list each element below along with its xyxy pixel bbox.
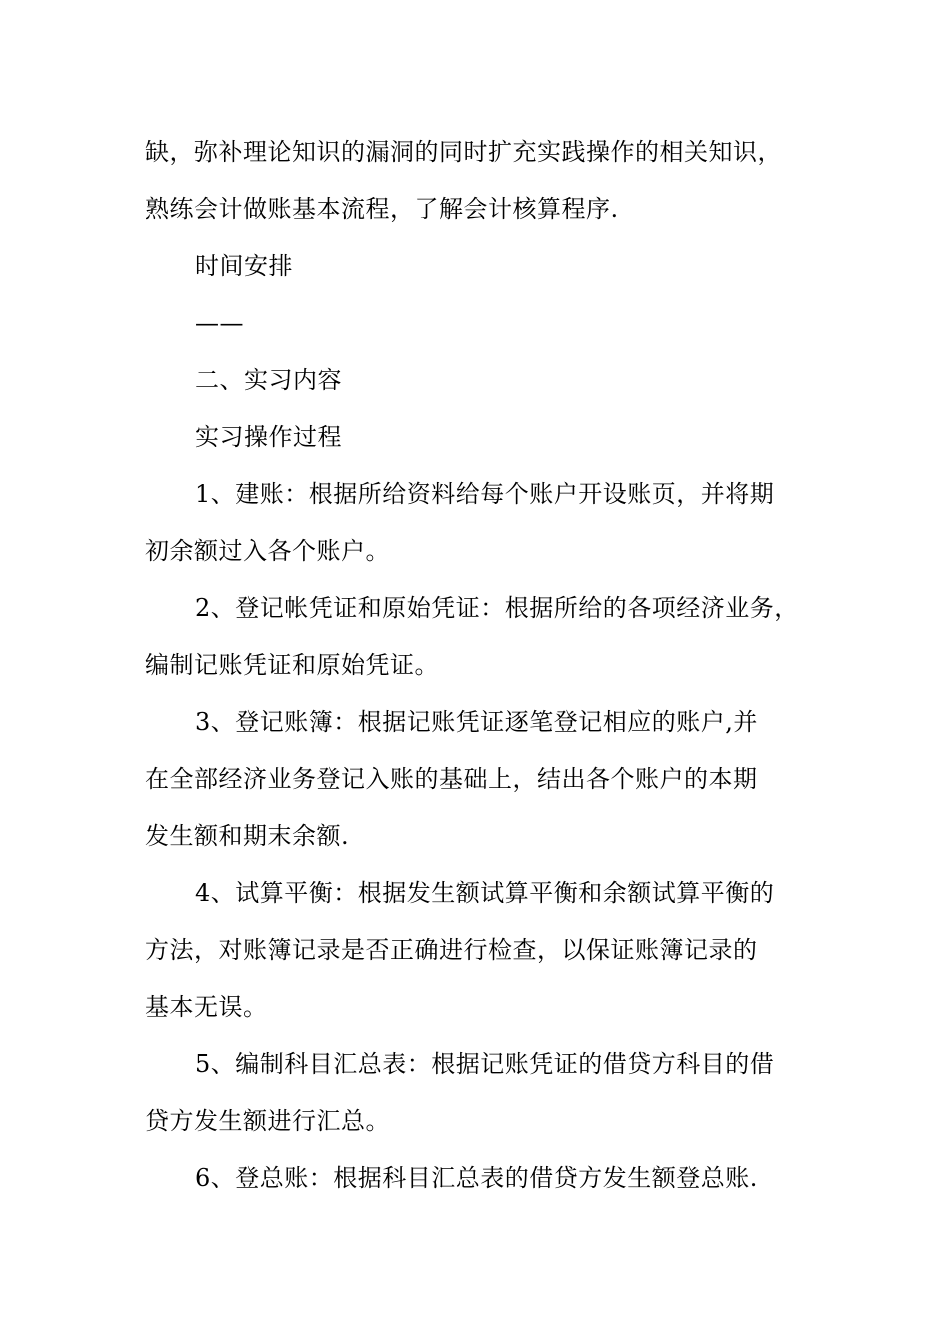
section-heading: 二、实习内容	[195, 366, 342, 394]
paragraph-line: 3、登记账簿：根据记账凭证逐笔登记相应的账户,并	[195, 708, 758, 736]
paragraph-line: 方法，对账簿记录是否正确进行检查，以保证账簿记录的	[145, 936, 758, 964]
paragraph-line: 初余额过入各个账户。	[145, 537, 390, 565]
paragraph-line: 5、编制科目汇总表：根据记账凭证的借贷方科目的借	[195, 1050, 775, 1078]
paragraph-line: 1、建账：根据所给资料给每个账户开设账页，并将期	[195, 480, 775, 508]
paragraph-line: 编制记账凭证和原始凭证。	[145, 651, 439, 679]
paragraph-line: 贷方发生额进行汇总。	[145, 1107, 390, 1135]
dash-line: ——	[195, 309, 244, 337]
paragraph-line: 基本无误。	[145, 993, 268, 1021]
section-heading: 实习操作过程	[195, 423, 342, 451]
paragraph-line: 2、登记帐凭证和原始凭证：根据所给的各项经济业务，	[195, 594, 799, 622]
section-heading: 时间安排	[195, 252, 293, 280]
paragraph-line: 熟练会计做账基本流程，了解会计核算程序.	[145, 195, 619, 223]
paragraph-line: 在全部经济业务登记入账的基础上，结出各个账户的本期	[145, 765, 758, 793]
paragraph-line: 6、登总账：根据科目汇总表的借贷方发生额登总账.	[195, 1164, 758, 1192]
paragraph-line: 4、试算平衡：根据发生额试算平衡和余额试算平衡的	[195, 879, 775, 907]
paragraph-line: 发生额和期末余额.	[145, 822, 350, 850]
paragraph-line: 缺，弥补理论知识的漏洞的同时扩充实践操作的相关知识，	[145, 138, 782, 166]
